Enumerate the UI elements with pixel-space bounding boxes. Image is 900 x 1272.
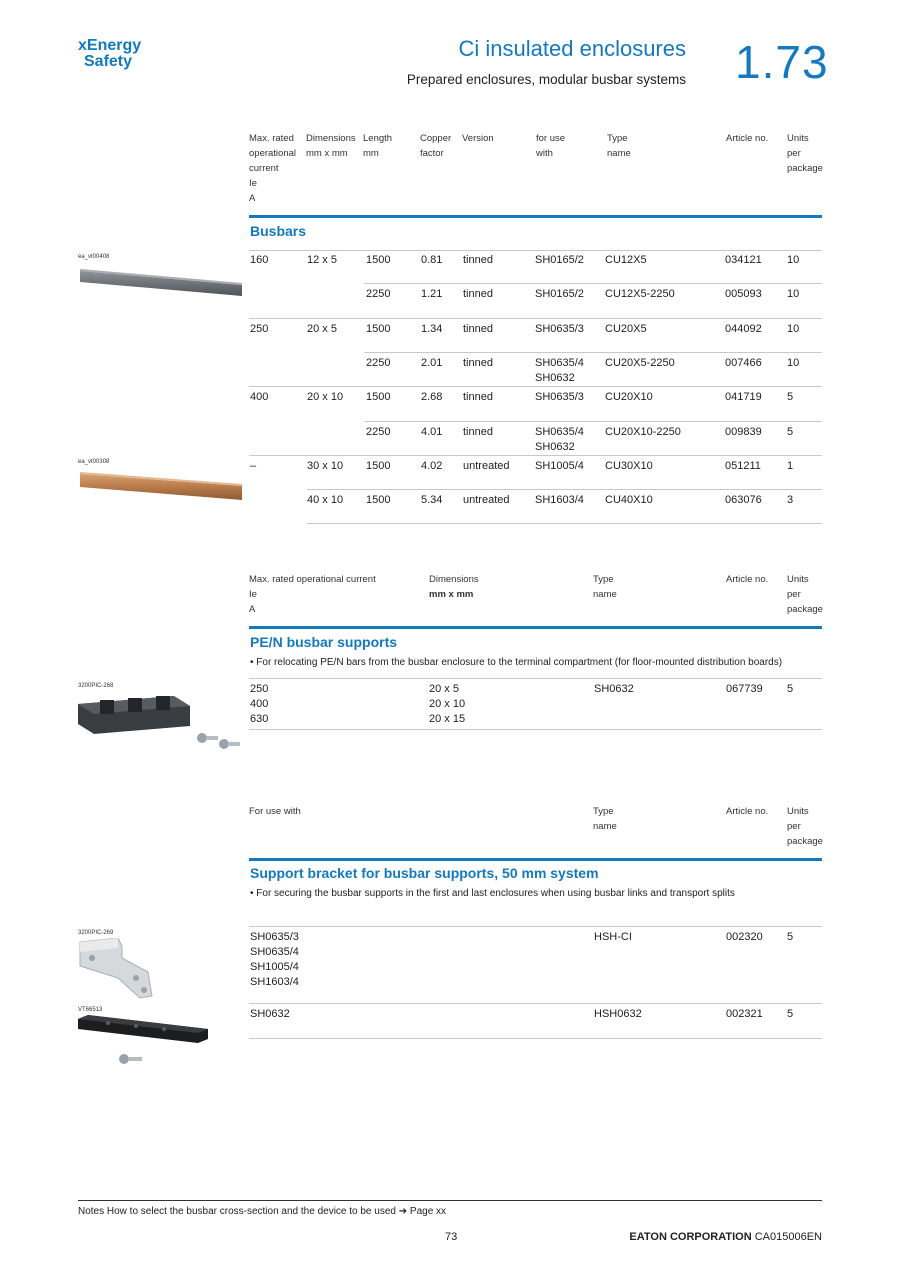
busbar-row-3-dim: 20 x 5 [307,323,337,335]
busbar-row-2-units: 10 [787,288,800,300]
busbar-row-6-version: tinned [463,426,493,438]
pen-divider-bottom [249,729,822,730]
footer-notes: Notes How to select the busbar cross-section and the device to be used ➔ Page xx [78,1206,447,1217]
busbar-row-2-article: 005093 [725,288,762,300]
busbar-row-1-version: tinned [463,254,493,266]
busbar-row-divider [249,386,822,387]
busbar-row-6-copper: 4.01 [421,426,443,438]
busbar-row-6-length: 2250 [366,426,391,438]
busbar-row-1-article: 034121 [725,254,762,266]
busbar-row-2-length: 2250 [366,288,391,300]
support-bracket-image [78,938,158,1005]
pen-header-type: Type name [593,574,617,600]
busbar-image-caption-2: ea_vt00308 [78,459,110,465]
busbar-row-3-type: CU20X5 [605,323,647,335]
pen-header-current: Max. rated operational current Ie A [249,574,376,615]
busbar-row-2-foruse: SH0165/2 [535,288,584,300]
pen-header-article: Article no. [726,574,769,585]
busbar-copper-image [80,470,242,507]
busbar-row-1-type: CU12X5 [605,254,647,266]
logo-line1: xEnergy [78,37,142,54]
busbar-row-5-current: 400 [250,391,269,403]
busbar-row-7-copper: 4.02 [421,460,443,472]
busbar-row-5-units: 5 [787,391,794,403]
busbar-row-7-type: CU30X10 [605,460,653,472]
pen-dimensions: 20 x 5 20 x 10 20 x 15 [429,683,466,725]
bracket-row-1-type: HSH-CI [594,931,632,943]
busbar-row-4-units: 10 [787,357,800,369]
busbar-row-8-copper: 5.34 [421,494,443,506]
bracket-divider-2 [249,1003,822,1004]
busbar-row-divider [364,283,822,284]
busbar-row-8-units: 3 [787,494,794,506]
busbar-row-1-current: 160 [250,254,269,266]
bracket-row-1-article: 002320 [726,931,763,943]
bracket-title-rule [249,858,822,861]
busbar-row-7-dim: 30 x 10 [307,460,344,472]
bracket-row-2-units: 5 [787,1008,794,1020]
busbar-row-7-foruse: SH1005/4 [535,460,584,472]
busbars-header-version: Version [462,133,494,144]
busbar-row-7-length: 1500 [366,460,391,472]
busbar-row-3-length: 1500 [366,323,391,335]
busbars-header-current: Max. rated operational current Ie A [249,133,297,204]
busbars-title-rule [249,215,822,218]
pen-bullet: • For relocating PE/N bars from the busbar enclosure to the terminal compartment (for floor-mounted distribution boards) [250,657,783,668]
busbar-row-5-foruse: SH0635/3 [535,391,584,403]
busbar-row-6-type: CU20X10-2250 [605,426,681,438]
busbars-header-article: Article no. [726,133,769,144]
busbar-row-5-type: CU20X10 [605,391,653,403]
busbars-header-dimensions: Dimensions mm x mm [306,133,356,159]
busbars-header-type: Type name [607,133,631,159]
pen-image-caption: 3200PIC-268 [78,683,114,689]
pen-type: SH0632 [594,683,634,695]
bracket-image-caption-2: VT66513 [78,1007,103,1013]
pen-units: 5 [787,683,794,695]
busbar-row-1-units: 10 [787,254,800,266]
bracket-hsh0632-image [78,1015,212,1076]
busbar-row-6-foruse2: SH0632 [535,441,575,453]
busbar-row-1-copper: 0.81 [421,254,443,266]
brand-logo [78,38,141,70]
busbar-row-7-current: – [250,460,257,472]
bracket-divider-3 [249,1038,822,1039]
busbar-row-3-current: 250 [250,323,269,335]
page-number: 73 [445,1231,458,1243]
busbar-row-4-copper: 2.01 [421,357,443,369]
bracket-row-2-foruse: SH0632 [250,1008,290,1020]
busbar-row-8-article: 063076 [725,494,762,506]
busbar-row-8-type: CU40X10 [605,494,653,506]
busbar-row-divider [364,352,822,353]
busbar-row-7-units: 1 [787,460,794,472]
bracket-row-2-type: HSH0632 [594,1008,642,1020]
busbar-row-8-dim: 40 x 10 [307,494,344,506]
busbar-row-3-copper: 1.34 [421,323,443,335]
bracket-header-foruse: For use with [249,806,301,817]
busbar-image-caption-1: ea_vt00408 [78,254,110,260]
busbar-row-6-foruse: SH0635/4 [535,426,584,438]
busbar-tinned-image [80,265,242,302]
busbar-row-5-version: tinned [463,391,493,403]
busbar-table-bottom-rule [307,523,822,524]
bracket-header-article: Article no. [726,806,769,817]
busbar-row-4-foruse2: SH0632 [535,372,575,384]
busbars-divider [249,250,822,251]
busbar-row-5-copper: 2.68 [421,391,443,403]
busbar-row-4-foruse: SH0635/4 [535,357,584,369]
busbar-row-divider [307,489,822,490]
pen-support-image [78,692,242,759]
pen-header-units: Units per package [787,574,823,615]
busbar-row-1-foruse: SH0165/2 [535,254,584,266]
bracket-divider-1 [249,926,822,927]
page-title: Ci insulated enclosures [458,36,686,61]
busbars-header-length: Length mm [363,133,393,159]
busbar-row-4-type: CU20X5-2250 [605,357,675,369]
busbar-row-7-version: untreated [463,460,510,472]
busbars-header-units: Units per package [787,133,823,174]
arrow-right-icon: ➔ [398,1206,408,1217]
bracket-image-caption-1: 3200PIC-269 [78,930,114,936]
bracket-row-2-article: 002321 [726,1008,763,1020]
pen-divider-top [249,678,822,679]
busbar-row-3-article: 044092 [725,323,762,335]
pen-title-rule [249,626,822,629]
busbar-row-6-units: 5 [787,426,794,438]
page-subtitle: Prepared enclosures, modular busbar systems [406,72,686,87]
bracket-title: Support bracket for busbar supports, 50 mm system [250,865,599,881]
pen-currents: 250 400 630 [250,683,269,725]
bracket-header-type: Type name [593,806,617,832]
section-number: 1.73 [735,36,829,88]
busbar-row-7-article: 051211 [725,460,761,472]
busbar-row-4-length: 2250 [366,357,391,369]
busbar-row-6-article: 009839 [725,426,762,438]
pen-title: PE/N busbar supports [250,634,398,650]
bracket-row-1-units: 5 [787,931,794,943]
busbar-row-divider [249,318,822,319]
bracket-bullet: • For securing the busbar supports in the first and last enclosures when using busbar links and transport splits [250,888,735,899]
busbar-row-4-version: tinned [463,357,493,369]
busbar-row-divider [364,421,822,422]
busbar-row-3-foruse: SH0635/3 [535,323,584,335]
busbars-header-foruse: for use with [536,133,566,159]
busbar-row-5-dim: 20 x 10 [307,391,344,403]
busbar-row-8-version: untreated [463,494,510,506]
bracket-header-units: Units per package [787,806,823,847]
busbar-row-5-length: 1500 [366,391,391,403]
pen-header-dimensions: Dimensions mm x mm [429,574,479,600]
busbar-row-divider [249,455,822,456]
busbar-row-4-article: 007466 [725,357,762,369]
logo-line2: Safety [84,53,133,70]
busbars-title: Busbars [250,223,307,239]
bracket-row-1-foruse: SH0635/3 SH0635/4 SH1005/4 SH1603/4 [250,931,299,988]
busbar-row-2-type: CU12X5-2250 [605,288,675,300]
busbar-row-3-version: tinned [463,323,493,335]
busbar-row-1-dim: 12 x 5 [307,254,337,266]
corporation-label: EATON CORPORATION CA015006EN [629,1231,822,1243]
busbar-row-8-length: 1500 [366,494,391,506]
busbars-header-copper: Copper factor [420,133,452,159]
page-reference-link[interactable]: Page xx [409,1206,447,1217]
busbar-row-2-copper: 1.21 [421,288,443,300]
busbar-row-8-foruse: SH1603/4 [535,494,584,506]
busbar-row-3-units: 10 [787,323,800,335]
busbar-row-5-article: 041719 [725,391,762,403]
busbar-row-1-length: 1500 [366,254,391,266]
pen-article: 067739 [726,683,763,695]
busbar-row-2-version: tinned [463,288,493,300]
footer-rule [78,1200,822,1201]
